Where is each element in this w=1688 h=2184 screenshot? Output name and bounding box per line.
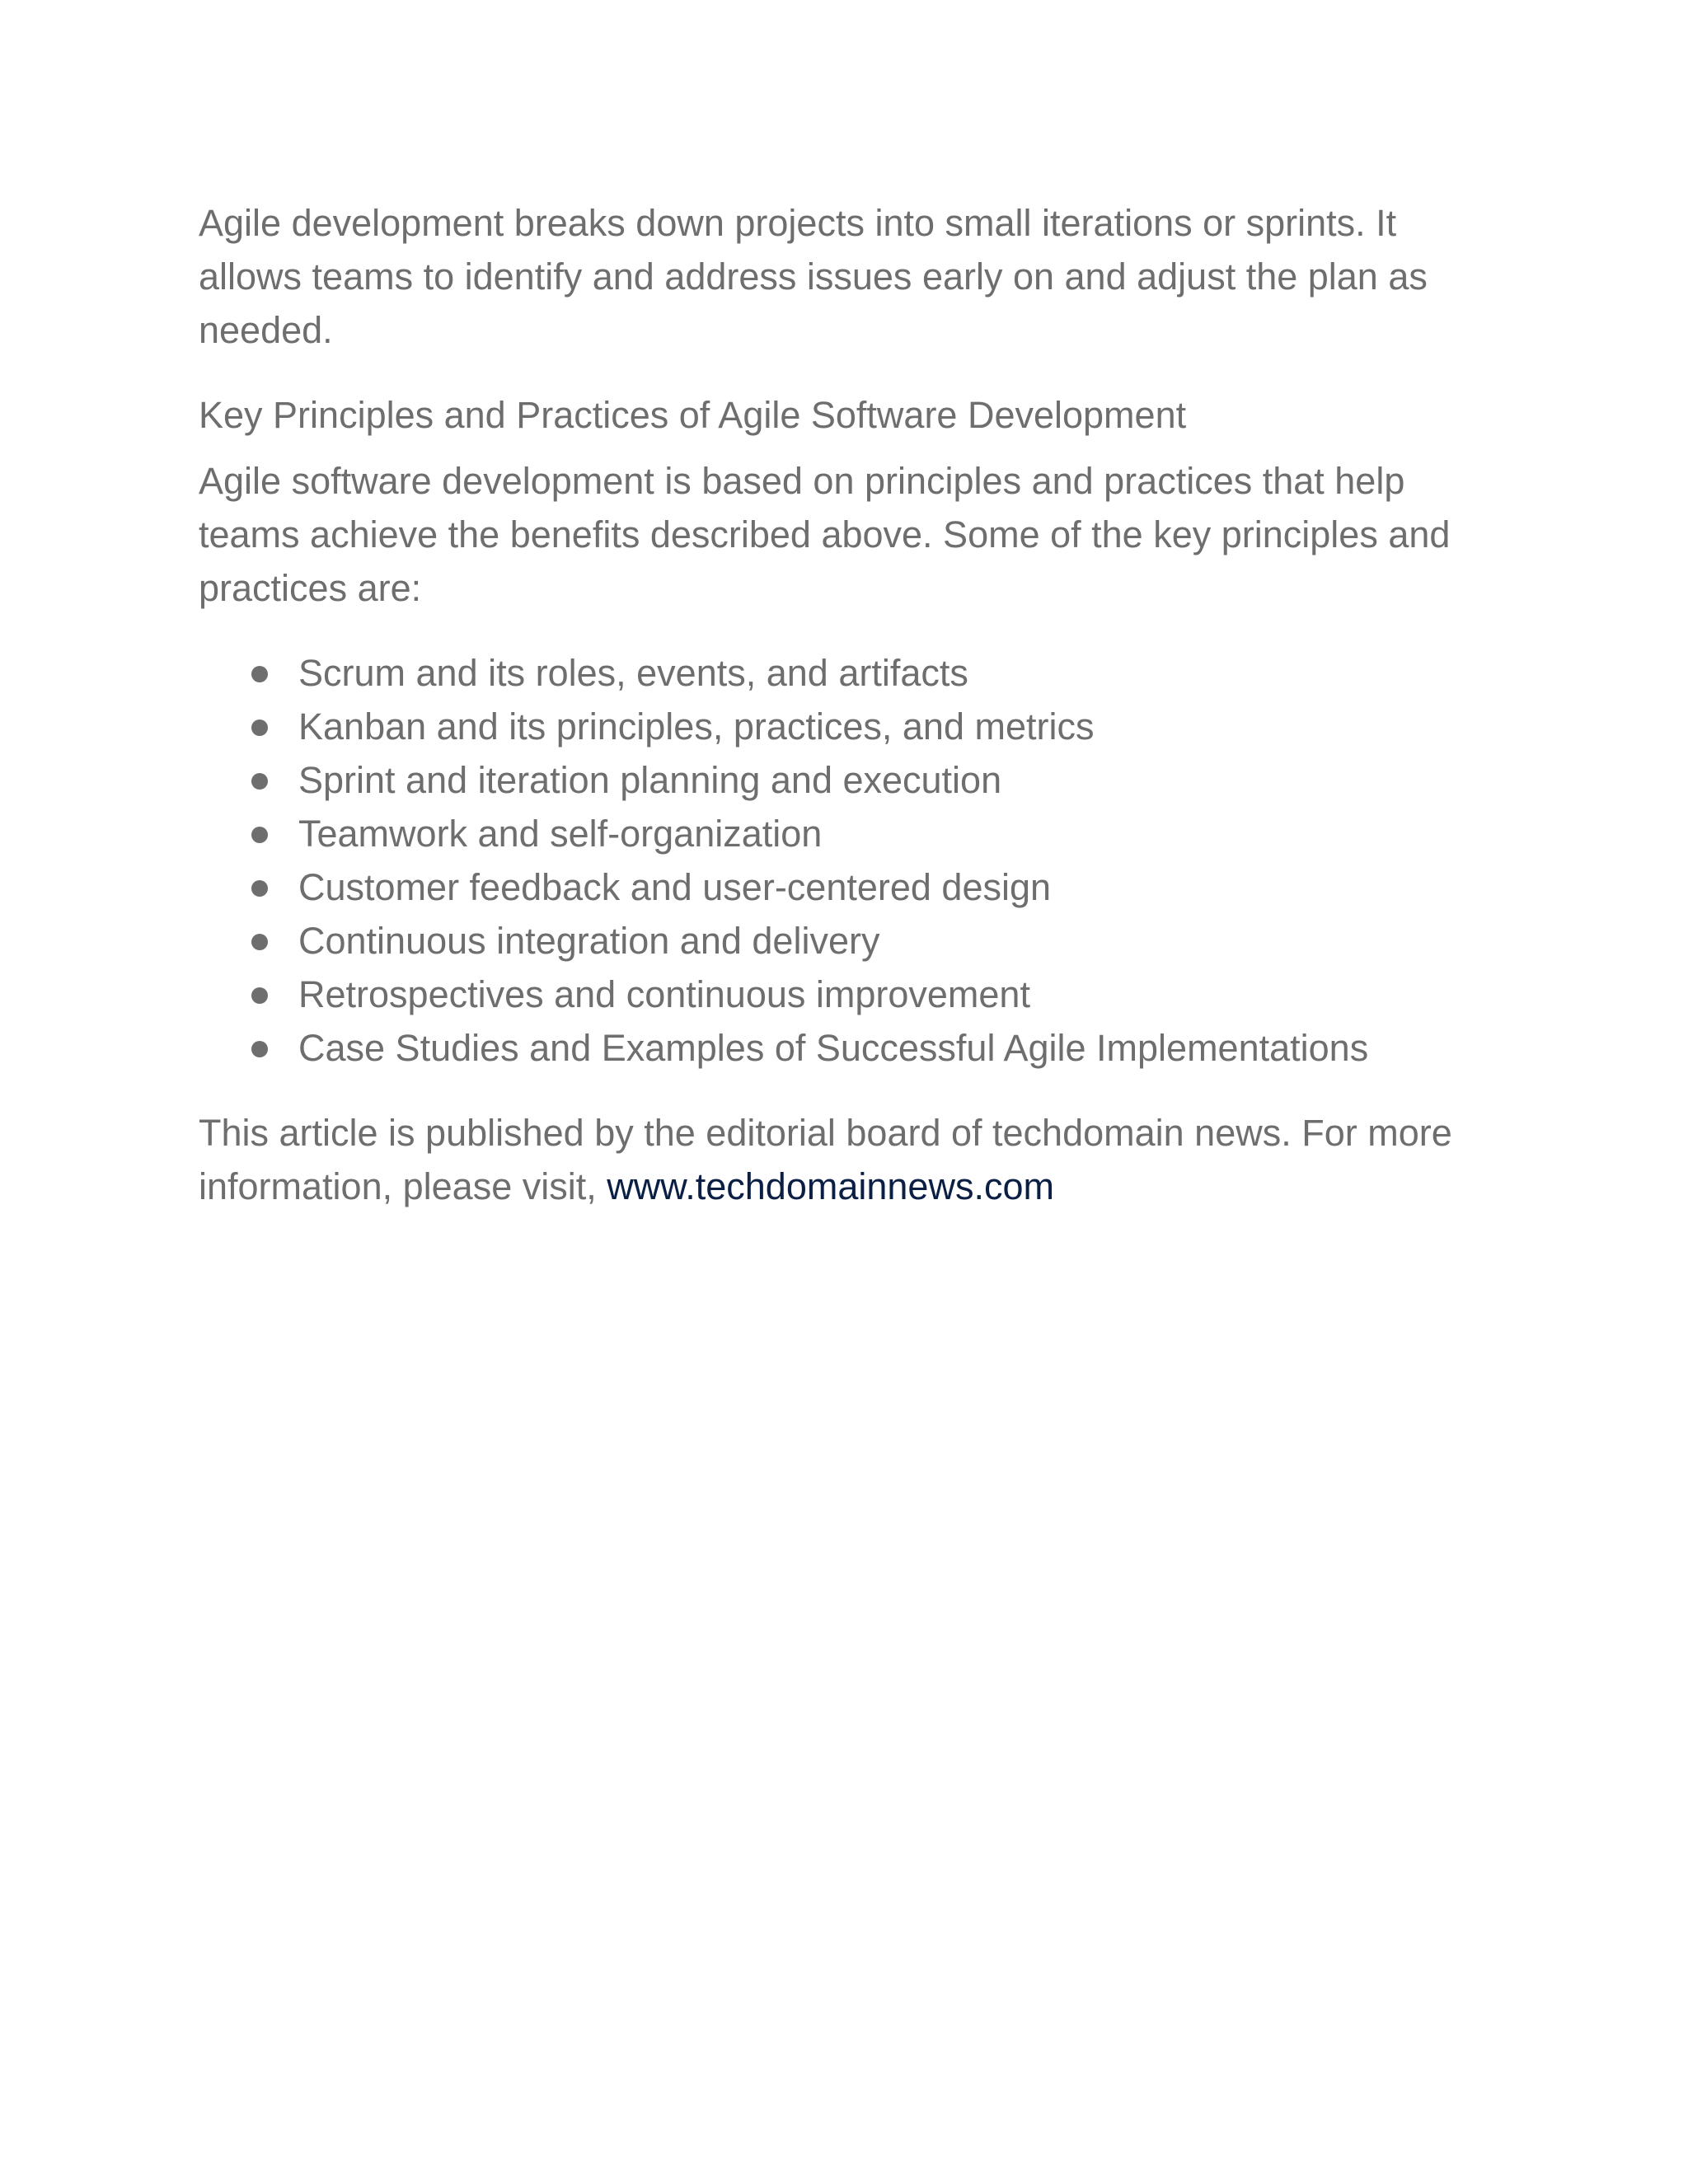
list-item-text: Continuous integration and delivery (298, 920, 880, 962)
list-item-text: Sprint and iteration planning and execution (298, 759, 1002, 801)
website-link[interactable]: www.techdomainnews.com (607, 1165, 1054, 1207)
bullet-icon (251, 719, 268, 736)
bullet-icon (251, 880, 268, 897)
list-item (199, 753, 1501, 807)
list-item (199, 700, 1501, 753)
section-heading: Key Principles and Practices of Agile Software Development (199, 394, 1187, 436)
intro-paragraph: Agile development breaks down projects into small iterations or sprints. It allows teams to identify and address issues early on and adjust the plan as needed. (199, 202, 1428, 351)
list-item (199, 860, 1501, 914)
list-item-text: Case Studies and Examples of Successful Agile Implementations (298, 1027, 1369, 1069)
footer-paragraph (199, 1106, 1501, 1213)
principles-list (199, 646, 1501, 1075)
list-item-text: Customer feedback and user-centered design (298, 866, 1052, 908)
bullet-icon (251, 773, 268, 790)
body-paragraph: Agile software development is based on principles and practices that help teams achieve the benefits described above. Some of the key principles and practices are: (199, 460, 1451, 609)
list-item-text: Teamwork and self-organization (298, 813, 823, 855)
list-item-text: Kanban and its principles, practices, and metrics (298, 705, 1095, 748)
list-item (199, 807, 1501, 860)
list-item (199, 968, 1501, 1021)
list-item-text: Scrum and its roles, events, and artifacts (298, 652, 968, 694)
list-item (199, 646, 1501, 700)
bullet-icon (251, 934, 268, 950)
list-item (199, 914, 1501, 968)
bullet-icon (251, 666, 268, 682)
bullet-icon (251, 827, 268, 843)
document-content (199, 196, 1501, 1213)
bullet-icon (251, 987, 268, 1004)
list-item (199, 1021, 1501, 1075)
list-item-text: Retrospectives and continuous improvement (298, 973, 1030, 1015)
footer-text: This article is published by the editorial board of techdomain news. For more information, please visit, (199, 1112, 1452, 1207)
bullet-icon (251, 1041, 268, 1057)
